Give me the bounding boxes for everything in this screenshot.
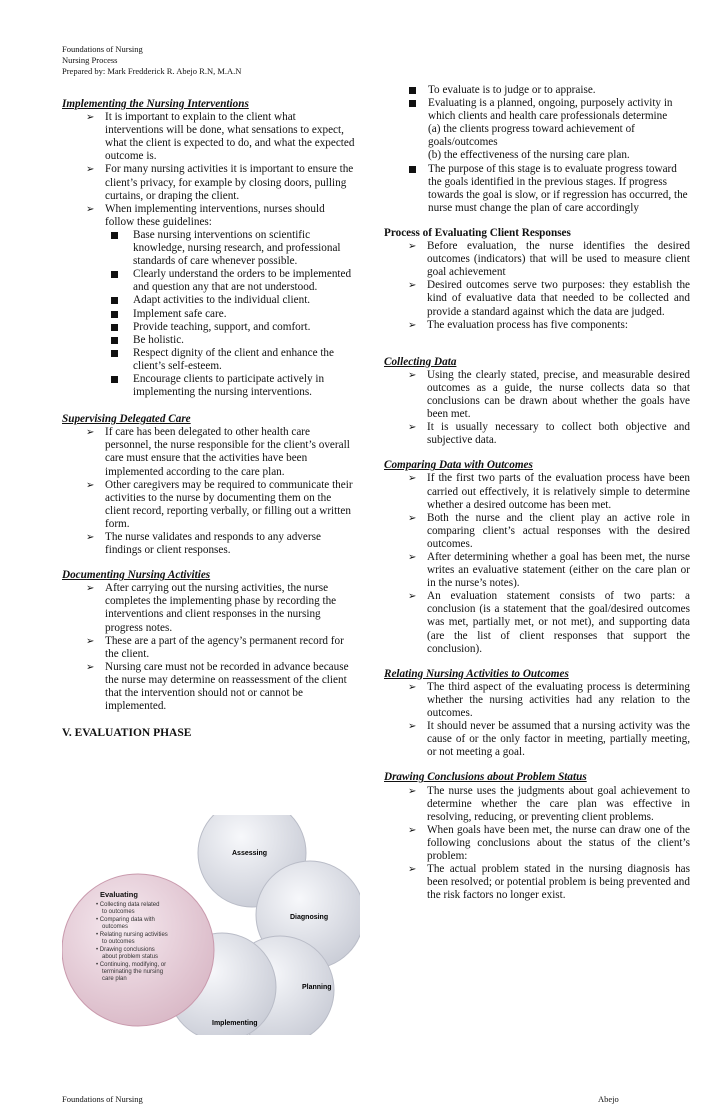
section-title-process: Process of Evaluating Client Responses [384,226,571,239]
list-item [384,97,690,162]
list-item: ➢ It is usually necessary to collect both objective and subjective data. [384,421,690,447]
header-line-3: Prepared by: Mark Fredderick R. Abejo R.N, M.A.N [62,66,242,76]
section-title-documenting: Documenting Nursing Activities [62,569,211,582]
evaluating-line: • Drawing conclusions [96,947,155,953]
comparing-list [384,472,690,655]
list-item: ➢ For many nursing activities it is important to ensure the client’s privacy, for example by closing doors, pulling curtains, or draping the client. [62,163,356,202]
right-column [384,84,690,902]
nursing-process-figure [62,815,360,1035]
list-item: Adapt activities to the individual client. [62,294,356,307]
list-item: ➢ It is important to explain to the client what interventions will be done, what sensations to expect, what the client is expected to do, and what the expected outcome is. [62,111,356,163]
list-item: ➢ Both the nurse and the client play an active role in comparing client’s actual responses with the desired outcomes. [384,512,690,551]
evaluating-line: outcomes [102,924,129,930]
list-item: Implement safe care. [62,308,356,321]
list-item: ➢ If the first two parts of the evaluation process have been carried out effectively, it is relatively simple to determine whether a desired outcome has been met. [384,472,690,511]
section-title-collecting: Collecting Data [384,355,457,368]
sub-item: (b) the effectiveness of the nursing care plan. [428,149,630,162]
list-item: ➢ These are a part of the agency’s permanent record for the client. [62,635,356,661]
evaluating-line: • Collecting data related [96,902,160,908]
evaluating-line: to outcomes [102,909,135,915]
drawing-list [384,785,690,903]
page-header [62,44,241,77]
list-item: ➢ Other caregivers may be required to communicate their activities to the nurse by documenting them on the client record, reporting verbally, or filling out a written form. [62,479,356,531]
documenting-list [62,582,356,713]
list-item: ➢ Using the clearly stated, precise, and measurable desired outcomes as a guide, the nurse collects data so that conclusions can be drawn about whether the goals have been met. [384,369,690,421]
list-item: ➢ The actual problem stated in the nursing diagnosis has been resolved; or potential problem is being prevented and the risk factors no longer exist. [384,863,690,902]
list-item: Base nursing interventions on scientific knowledge, nursing research, and professional standards of care whenever possible. [62,229,356,268]
evaluating-line: • Continuing, modifying, or [96,962,167,968]
guidelines-list [105,229,356,399]
list-item: The purpose of this stage is to evaluate progress toward the goals identified in the previous stages. If progress towards the goal is slow, or if regression has occurred, the nurse must change the plan of care accordingly [384,163,690,215]
list-item: ➢ After carrying out the nursing activities, the nurse completes the implementing phase by recording the interventions and client responses in the nursing progress notes. [62,582,356,634]
evaluation-intro-list [384,84,690,215]
list-item: ➢ Desired outcomes serve two purposes: they establish the kind of evaluative data that needed to be collected and provide a standard against which the data are judged. [384,279,690,318]
supervising-list [62,426,356,557]
planning-label: Planning [302,984,332,991]
list-item: ➢ It should never be assumed that a nursing activity was the cause of or the only factor in meeting, partially meeting, or not meeting a goal. [384,720,690,759]
header-line-1: Foundations of Nursing [62,44,143,54]
list-item-text: When implementing interventions, nurses should follow these guidelines: [105,202,325,228]
implementing-label: Implementing [212,1020,258,1027]
evaluating-line: to outcomes [102,939,135,945]
section-title-drawing: Drawing Conclusions about Problem Status [384,771,587,784]
list-item: ➢ An evaluation statement consists of two parts: a conclusion (is a statement that the goal/desired outcomes was met, partially met, or not met), and supporting data (are the list of client responses that support the conclusion). [384,590,690,655]
list-item: Respect dignity of the client and enhance the client’s self-esteem. [62,347,356,373]
evaluating-label: Evaluating [100,890,138,899]
footer-left: Foundations of Nursing [62,1094,143,1104]
evaluating-line: care plan [102,976,127,982]
left-column [62,84,356,740]
list-item: ➢ After determining whether a goal has been met, the nurse writes an evaluative statement (either on the care plan or in the nurse’s notes). [384,551,690,590]
collecting-list [384,369,690,448]
assessing-label: Assessing [232,850,268,857]
list-item [62,203,356,399]
list-item: To evaluate is to judge or to appraise. [384,84,690,97]
list-item: Be holistic. [62,334,356,347]
section-title-implementing: Implementing the Nursing Interventions [62,98,249,110]
list-item: Encourage clients to participate actively in implementing the nursing interventions. [62,373,356,399]
list-item: ➢ Nursing care must not be recorded in advance because the nurse may determine on reassessment of the client that the intervention should not or cannot be implemented. [62,661,356,713]
evaluating-line: terminating the nursing [102,969,164,975]
section-title-supervising: Supervising Delegated Care [62,413,191,426]
diagnosing-label: Diagnosing [290,914,329,921]
header-line-2: Nursing Process [62,55,118,65]
list-item: ➢ The third aspect of the evaluating process is determining whether the nursing activities had any relation to the outcomes. [384,681,690,720]
evaluating-line: • Relating nursing activities [96,932,168,938]
list-item-text: Evaluating is a planned, ongoing, purposely activity in which clients and health care professionals determine [428,97,673,123]
list-item: ➢ When goals have been met, the nurse can draw one of the following conclusions about the status of the client’s problem: [384,824,690,863]
evaluating-line: about problem status [102,954,159,960]
sub-item: (a) the clients progress toward achievement of goals/outcomes [428,123,635,149]
list-item: ➢ Before evaluation, the nurse identifies the desired outcomes (indicators) that will be used to measure client goal achievement [384,240,690,279]
list-item: Clearly understand the orders to be implemented and question any that are not understood. [62,268,356,294]
relating-list [384,681,690,760]
process-list [384,240,690,332]
section-title-comparing: Comparing Data with Outcomes [384,459,533,472]
implementing-list [62,111,356,399]
phase-title: V. EVALUATION PHASE [62,727,192,740]
list-item: ➢ If care has been delegated to other health care personnel, the nurse responsible for the client’s overall care must ensure that the activities have been implemented according to the care plan. [62,426,356,478]
evaluating-line: • Comparing data with [96,917,155,923]
list-item: ➢ The nurse validates and responds to any adverse findings or client responses. [62,531,356,557]
footer-right: Abejo [598,1094,619,1104]
list-item: Provide teaching, support, and comfort. [62,321,356,334]
section-title-relating: Relating Nursing Activities to Outcomes [384,667,569,680]
list-item: ➢ The nurse uses the judgments about goal achievement to determine whether the care plan was effective in resolving, reducing, or preventing client problems. [384,785,690,824]
list-item: ➢ The evaluation process has five components: [384,319,690,332]
